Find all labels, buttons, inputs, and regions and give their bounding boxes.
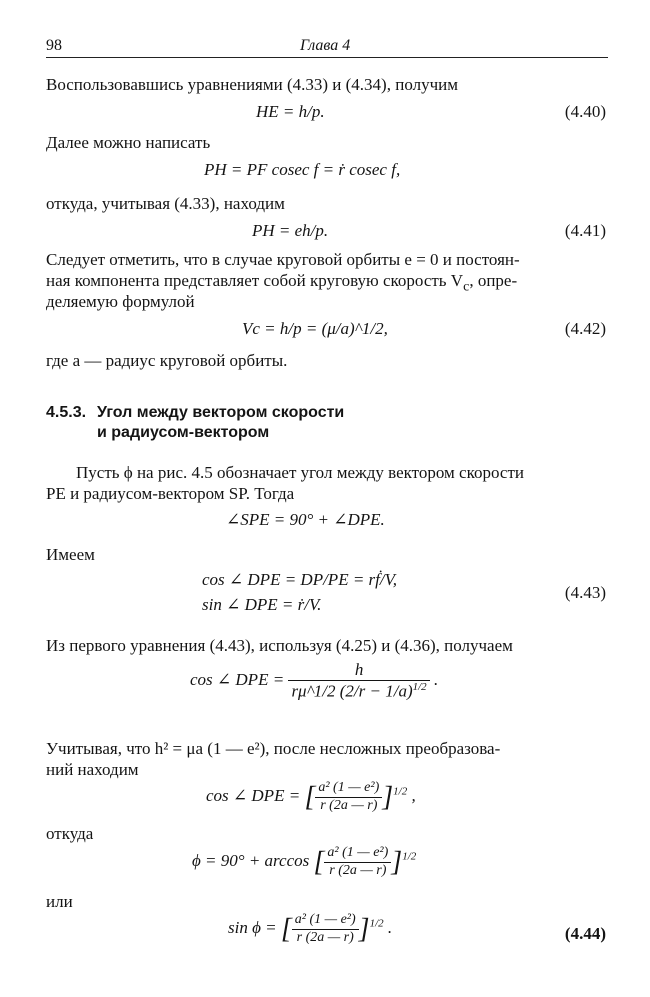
- denominator: r (2a — r): [315, 797, 382, 815]
- fraction: [288, 660, 429, 702]
- equation-4-44: sin ϕ = [ $\frac{\text{a² (1 — e²)}}{r (2a — r)}$ ]$^{1/2}$ .: [228, 912, 393, 945]
- equation-4-41: PH = eh/p.: [252, 221, 329, 240]
- fraction: [292, 912, 359, 947]
- text-line: откуда: [46, 824, 94, 843]
- page-number: 98: [46, 37, 62, 54]
- text-line: Пусть ϕ на рис. 4.5 обозначает угол между вектором скорости: [76, 463, 524, 482]
- right-bracket: ]: [358, 913, 370, 945]
- equation-cos-1: cos ∠ DPE = $\frac{h}{r\mu\^{}1/2 (2/r - 1/a)^{1/2}}$ .: [190, 660, 439, 702]
- equation-number: (4.41): [564, 221, 606, 240]
- equation-phi: [192, 845, 416, 880]
- equation-lhs: cos ∠ DPE =: [190, 670, 285, 690]
- equation-ph: PH = PF cosec f = ṙ cosec f,: [204, 160, 401, 179]
- text-segment: ная компонента представляет собой круговую скорость V: [46, 271, 464, 290]
- text-line: Учитывая, что h² = μa (1 — e²), после несложных преобразова-: [46, 739, 501, 758]
- section-title-line-2: и радиусом-вектором: [97, 424, 270, 441]
- equation-4-43-a: cos ∠ DPE = DP/PE = rḟ/V,: [202, 570, 398, 589]
- equation-angle: ∠SPE = 90° + ∠DPE.: [226, 510, 385, 529]
- numerator: h: [354, 660, 364, 679]
- equation-number: (4.40): [564, 102, 606, 121]
- equation-number: (4.43): [564, 583, 606, 602]
- chapter-title: Глава 4: [300, 37, 351, 54]
- text-line: где a — радиус круговой орбиты.: [46, 351, 288, 370]
- numerator: a² (1 — e²): [318, 780, 380, 795]
- text-line: или: [46, 892, 73, 911]
- left-bracket: [: [304, 781, 316, 813]
- text-line: откуда, учитывая (4.33), находим: [46, 194, 285, 213]
- equation-lhs: ϕ = 90° + arccos: [192, 851, 310, 871]
- text-line: деляемую формулой: [46, 292, 195, 311]
- denominator: rμ^1/2 $(2/r - 1/a)^{1/2}$: [288, 680, 429, 702]
- numerator: a² (1 — e²): [294, 912, 356, 927]
- text-line: PE и радиусом-вектором SP. Тогда: [46, 484, 295, 503]
- header-rule: [46, 57, 608, 58]
- text-line: ний находим: [46, 760, 139, 779]
- denominator-factor: rμ^1/2: [291, 682, 336, 702]
- equation-4-42: Vc = h/p = (μ/a)^1/2,: [242, 319, 388, 338]
- numerator: a² (1 — e²): [327, 845, 389, 860]
- right-bracket: ]: [382, 781, 394, 813]
- equation-4-40: HE = h/p.: [256, 102, 325, 121]
- equation-number: (4.44): [564, 924, 606, 943]
- denominator-term: 2/r − 1/a: [345, 682, 407, 702]
- denominator: r (2a — r): [292, 929, 359, 947]
- exponent: 1/2: [393, 785, 408, 798]
- section-number: 4.5.3.: [46, 404, 87, 421]
- right-bracket: ]: [391, 846, 403, 878]
- denominator: r (2a — r): [324, 862, 391, 880]
- text-line: Следует отметить, что в случае круговой орбиты e = 0 и постоян-: [46, 250, 520, 269]
- equation-lhs: cos ∠ DPE =: [206, 786, 301, 806]
- equation-lhs: sin ϕ =: [228, 918, 277, 938]
- fraction: [315, 780, 382, 815]
- left-bracket: [: [313, 846, 325, 878]
- text-line: Из первого уравнения (4.43), используя (4.25) и (4.36), получаем: [46, 636, 513, 655]
- exponent: 1/2: [369, 917, 384, 930]
- equation-4-43-b: sin ∠ DPE = ṙ/V.: [202, 595, 322, 614]
- fraction: [324, 845, 391, 880]
- text-segment: , опре-: [469, 271, 518, 290]
- text-line: Далее можно написать: [46, 133, 211, 152]
- exponent: 1/2: [402, 850, 417, 863]
- text-line: Воспользовавшись уравнениями (4.33) и (4.34), получим: [46, 75, 458, 94]
- equation-cos-2: cos ∠ DPE = [ $\frac{\text{a² (1 — e²)}}{r (2a — r)}$ ]$^{1/2}$ ,: [206, 780, 416, 813]
- left-bracket: [: [280, 913, 292, 945]
- exponent: 1/2: [412, 681, 427, 694]
- equation-number: (4.42): [564, 319, 606, 338]
- section-title-line-1: Угол между вектором скорости: [97, 404, 345, 421]
- text-line: Имеем: [46, 545, 95, 564]
- subscript: c: [463, 279, 470, 295]
